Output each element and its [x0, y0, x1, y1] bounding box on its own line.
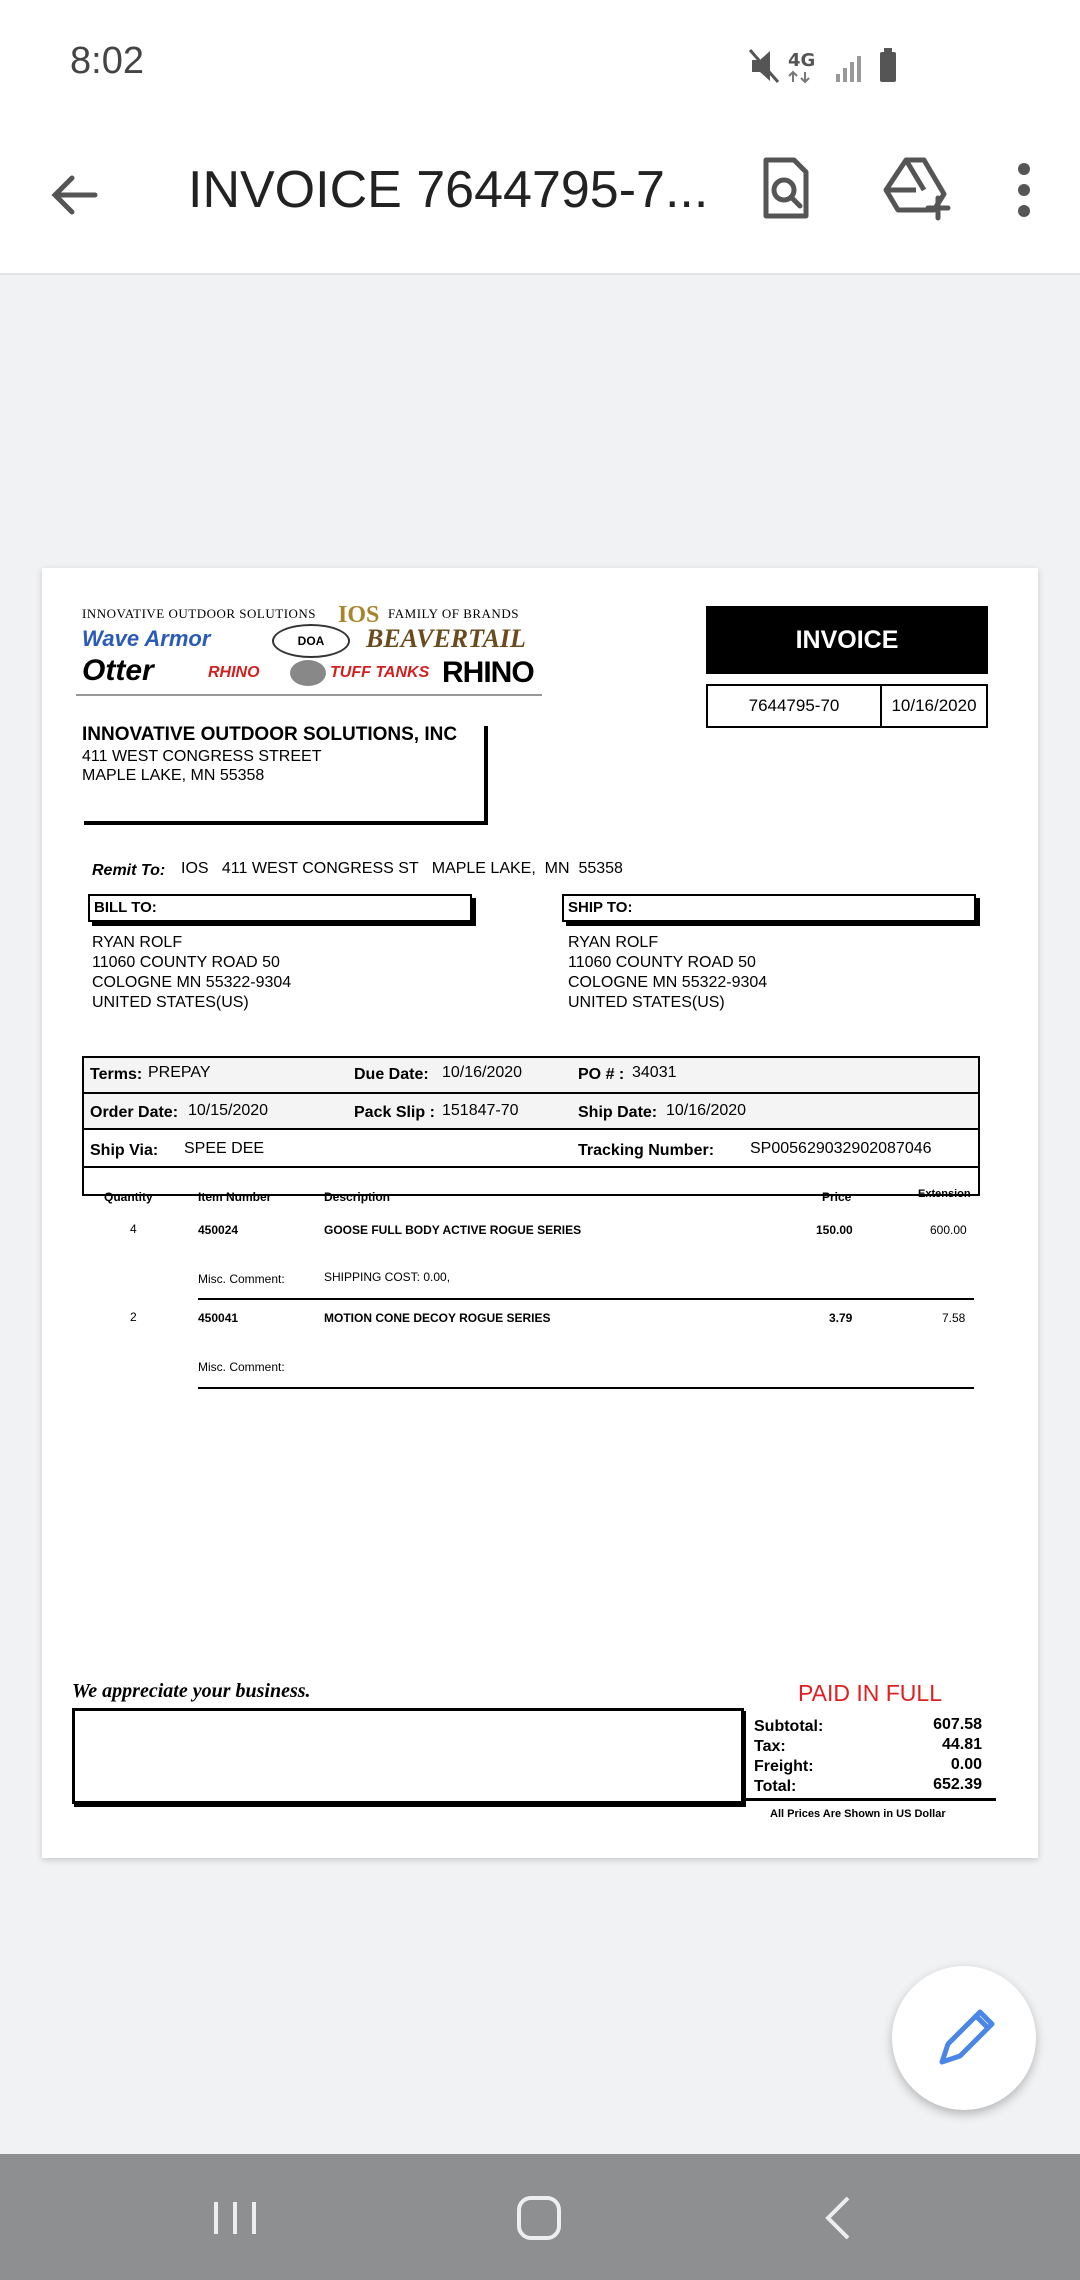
bulldog-logo-icon — [290, 660, 326, 686]
line-item-description: MOTION CONE DECOY ROGUE SERIES — [324, 1311, 551, 1325]
find-in-document-button[interactable] — [748, 150, 824, 226]
line-item-divider — [198, 1387, 974, 1389]
bill-to-line: RYAN ROLF — [92, 934, 183, 951]
line-item-extension: 7.58 — [942, 1311, 966, 1325]
search-document-icon — [748, 150, 824, 226]
brand-header-right: FAMILY OF BRANDS — [388, 606, 519, 621]
line-item-number: 450041 — [198, 1311, 239, 1325]
mute-icon — [748, 46, 908, 86]
bill-to-line: COLOGNE MN 55322-9304 — [92, 974, 292, 991]
edit-pencil-icon — [892, 1966, 1036, 2110]
column-description: Description — [324, 1190, 391, 1204]
totals-rule — [744, 1798, 996, 1801]
brand-wave-armor-logo: Wave Armor — [82, 626, 211, 651]
ship-to-label: SHIP TO: — [568, 899, 633, 916]
brand-doa-logo: DOA — [272, 624, 350, 658]
remit-to-label: Remit To: — [92, 862, 166, 879]
network-type-label: 4G — [788, 50, 816, 71]
line-item-price: 3.79 — [829, 1311, 853, 1325]
total-label: Total: — [754, 1778, 797, 1795]
line-item-number: 450024 — [198, 1223, 239, 1237]
ship-via-label: Ship Via: — [90, 1142, 159, 1159]
order-date-value: 10/15/2020 — [188, 1102, 269, 1119]
line-item-extension: 600.00 — [930, 1223, 967, 1237]
line-item-divider — [198, 1298, 974, 1300]
line-item-comment-label: Misc. Comment: — [198, 1360, 285, 1374]
home-icon — [504, 2190, 574, 2246]
column-price: Price — [822, 1190, 852, 1204]
more-vert-icon — [1004, 155, 1044, 225]
brand-rhino-red-logo: RHINO — [208, 664, 260, 681]
add-to-drive-icon — [876, 150, 956, 226]
invoice-date: 10/16/2020 — [891, 696, 977, 715]
brand-rhino-logo: RHINO — [442, 656, 534, 689]
currency-note: All Prices Are Shown in US Dollar — [770, 1808, 946, 1820]
pack-slip-label: Pack Slip : — [354, 1104, 435, 1121]
ship-to-line: 11060 COUNTY ROAD 50 — [568, 954, 756, 971]
ship-to-line: COLOGNE MN 55322-9304 — [568, 974, 768, 991]
tracking-label: Tracking Number: — [578, 1142, 715, 1159]
chevron-left-icon — [804, 2190, 874, 2246]
ship-to-line: RYAN ROLF — [568, 934, 659, 951]
paid-in-full-stamp: PAID IN FULL — [798, 1680, 942, 1706]
order-date-label: Order Date: — [90, 1104, 179, 1121]
back-button[interactable] — [40, 160, 110, 230]
due-date-label: Due Date: — [354, 1066, 429, 1083]
column-quantity: Quantity — [104, 1190, 153, 1204]
company-name: INNOVATIVE OUTDOOR SOLUTIONS, INC — [82, 724, 458, 745]
ship-to-line: UNITED STATES(US) — [568, 994, 725, 1011]
edit-fab-button[interactable] — [892, 1966, 1036, 2110]
terms-value: PREPAY — [148, 1064, 211, 1081]
status-icons — [748, 46, 908, 86]
tax-value: 44.81 — [941, 1736, 982, 1753]
column-extension: Extension — [918, 1188, 971, 1200]
tracking-value: SP005629032902087046 — [750, 1140, 932, 1157]
pack-slip-value: 151847-70 — [442, 1102, 519, 1119]
bill-to-label: BILL TO: — [94, 899, 157, 916]
terms-row — [82, 1056, 980, 1094]
brand-header-left: INNOVATIVE OUTDOOR SOLUTIONS — [82, 606, 317, 621]
bill-to-line: UNITED STATES(US) — [92, 994, 249, 1011]
due-date-value: 10/16/2020 — [442, 1064, 523, 1081]
terms-label: Terms: — [90, 1066, 143, 1083]
brand-ios-logo: IOS — [338, 602, 380, 628]
document-title: INVOICE 7644795-7... — [188, 161, 709, 219]
battery-icon — [880, 52, 896, 82]
invoice-number: 7644795-70 — [748, 696, 840, 715]
line-item-comment: SHIPPING COST: 0.00, — [324, 1270, 451, 1284]
thanks-message: We appreciate your business. — [72, 1680, 311, 1702]
line-item-qty: 4 — [130, 1222, 137, 1236]
bill-to-line: 11060 COUNTY ROAD 50 — [92, 954, 280, 971]
status-time: 8:02 — [70, 40, 144, 82]
ship-via-value: SPEE DEE — [184, 1140, 265, 1157]
more-options-button[interactable] — [1004, 155, 1044, 225]
ship-date-value: 10/16/2020 — [666, 1102, 747, 1119]
total-value: 652.39 — [933, 1776, 982, 1793]
brand-beavertail-logo: BEAVERTAIL — [366, 624, 526, 653]
add-to-drive-button[interactable] — [876, 150, 956, 226]
invoice-page — [42, 568, 1038, 1858]
po-label: PO # : — [578, 1066, 625, 1083]
tax-label: Tax: — [754, 1738, 786, 1755]
status-bar — [0, 0, 1080, 135]
ship-date-label: Ship Date: — [578, 1104, 658, 1121]
column-item-number: Item Number — [198, 1190, 272, 1204]
line-item-description: GOOSE FULL BODY ACTIVE ROGUE SERIES — [324, 1223, 582, 1237]
company-city: MAPLE LAKE, MN 55358 — [82, 767, 265, 784]
brand-logo-banner — [76, 602, 542, 696]
brand-otter-logo: Otter — [82, 654, 154, 687]
system-back-button[interactable] — [804, 2190, 874, 2246]
freight-label: Freight: — [754, 1758, 814, 1775]
subtotal-value: 607.58 — [933, 1716, 982, 1733]
home-button[interactable] — [504, 2190, 574, 2246]
subtotal-label: Subtotal: — [754, 1718, 824, 1735]
notes-box — [72, 1708, 744, 1804]
back-arrow-icon — [40, 160, 110, 230]
line-item-qty: 2 — [130, 1310, 137, 1324]
invoice-label-box: INVOICE — [706, 606, 988, 674]
brand-tuff-tanks-logo: TUFF TANKS — [330, 664, 430, 681]
freight-value: 0.00 — [950, 1756, 982, 1773]
remit-to-value: IOS 411 WEST CONGRESS ST MAPLE LAKE, MN 55358 — [181, 860, 623, 877]
company-street: 411 WEST CONGRESS STREET — [82, 748, 322, 765]
po-value: 34031 — [632, 1064, 677, 1081]
recent-apps-button[interactable] — [200, 2190, 270, 2246]
line-item-price: 150.00 — [816, 1223, 853, 1237]
line-item-comment-label: Misc. Comment: — [198, 1272, 285, 1286]
recent-apps-icon — [200, 2190, 270, 2246]
